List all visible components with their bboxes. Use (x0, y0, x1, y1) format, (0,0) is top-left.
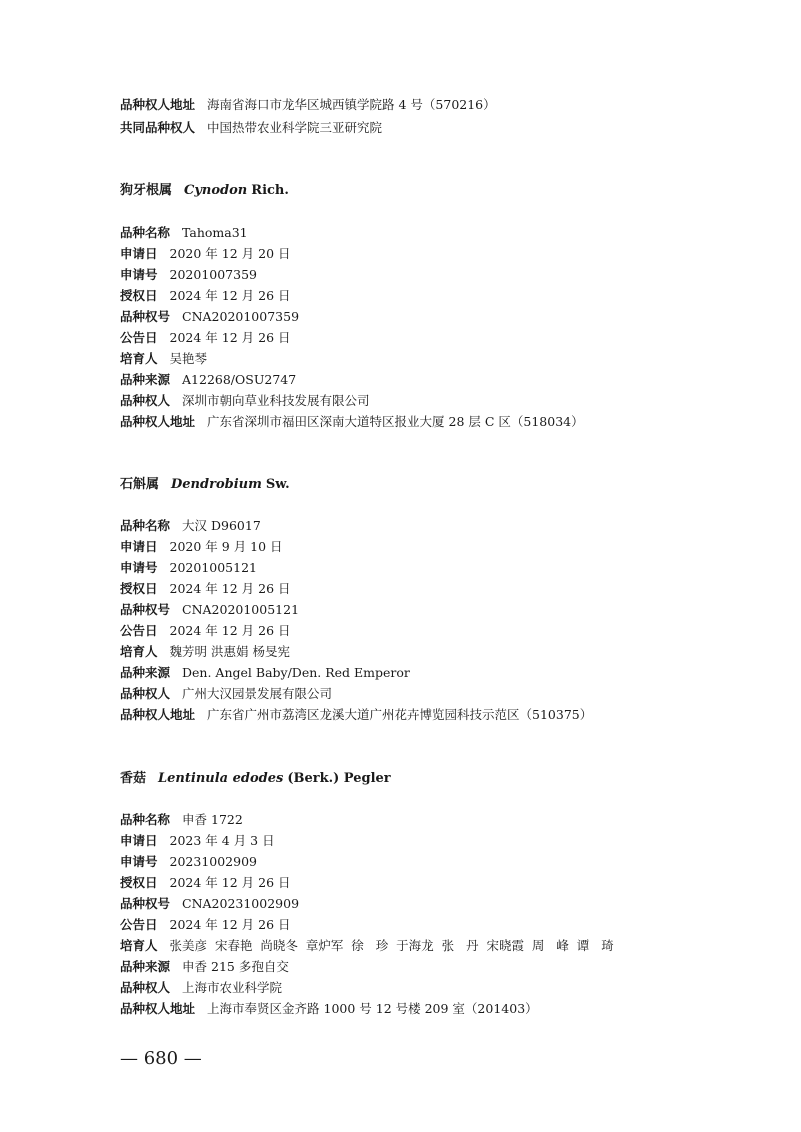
field-value: 20201005121 (169, 560, 257, 575)
field-label: 品种来源 (120, 959, 171, 974)
field-label: 申请日 (120, 246, 158, 261)
field-label: 申请号 (120, 854, 158, 869)
field-label: 共同品种权人 (120, 120, 196, 135)
field-row (120, 620, 291, 641)
field-label: 品种权人 (120, 980, 171, 995)
field-value: 张美彦 宋春艳 尚晓冬 章炉军 徐 珍 于海龙 张 丹 宋晓霞 周 峰 谭 琦 (169, 938, 614, 953)
field-row (120, 222, 248, 243)
field-row (120, 809, 243, 830)
field-row (120, 662, 410, 683)
field-value: 广东省深圳市福田区深南大道特区报业大厦 28 层 C 区（518034） (207, 414, 584, 429)
genus-name-sci: Lentinula edodes (158, 771, 284, 786)
field-label: 公告日 (120, 330, 158, 345)
field-value: 申香 215 多孢自交 (182, 959, 289, 974)
field-value: 海南省海口市龙华区城西镇学院路 4 号（570216） (207, 97, 496, 112)
field-label: 申请号 (120, 267, 158, 282)
field-label: 品种权人 (120, 393, 171, 408)
field-value: 2024 年 12 月 26 日 (169, 623, 291, 638)
field-label: 品种权人地址 (120, 414, 196, 429)
field-label: 培育人 (120, 938, 158, 953)
field-row (120, 893, 299, 914)
field-label: 品种名称 (120, 812, 171, 827)
field-value: Den. Angel Baby/Den. Red Emperor (182, 665, 410, 680)
field-value: CNA20231002909 (182, 896, 300, 911)
genus-heading-dendrobium (120, 474, 290, 495)
field-row (120, 348, 207, 369)
field-row (120, 306, 299, 327)
field-row (120, 956, 289, 977)
field-label: 品种来源 (120, 665, 171, 680)
field-value: 广东省广州市荔湾区龙溪大道广州花卉博览园科技示范区（510375） (207, 707, 593, 722)
field-label: 公告日 (120, 623, 158, 638)
field-label: 授权日 (120, 581, 158, 596)
field-row (120, 369, 296, 390)
field-value: 上海市奉贤区金齐路 1000 号 12 号楼 209 室（201403） (207, 1001, 538, 1016)
field-row (120, 641, 290, 662)
field-value: 广州大汉园景发展有限公司 (182, 686, 333, 701)
field-row (120, 872, 291, 893)
field-value: 2024 年 12 月 26 日 (169, 917, 291, 932)
field-row (120, 557, 257, 578)
field-row (120, 327, 291, 348)
species-heading-lentinula (120, 768, 391, 789)
field-label: 品种权人 (120, 686, 171, 701)
field-label: 品种名称 (120, 518, 171, 533)
field-value: CNA20201005121 (182, 602, 300, 617)
field-label: 培育人 (120, 644, 158, 659)
field-label: 申请日 (120, 833, 158, 848)
field-value: 魏芳明 洪惠娟 杨旻宪 (169, 644, 290, 659)
genus-heading-cynodon (120, 180, 289, 201)
intro-co-owner-line (120, 117, 382, 138)
genus-author: Sw. (265, 477, 290, 492)
field-label: 品种权人地址 (120, 97, 196, 112)
field-value: 上海市农业科学院 (182, 980, 283, 995)
field-value: CNA20201007359 (182, 309, 300, 324)
field-value: 2020 年 12 月 20 日 (169, 246, 291, 261)
field-row (120, 851, 257, 872)
field-row (120, 243, 291, 264)
field-row (120, 578, 291, 599)
genus-name-sci: Cynodon (184, 183, 248, 198)
field-label: 品种名称 (120, 225, 171, 240)
page-number: — 680 — (120, 1048, 202, 1069)
field-value: 20201007359 (169, 267, 257, 282)
field-row (120, 411, 584, 432)
field-row (120, 704, 592, 725)
field-value: A12268/OSU2747 (182, 372, 297, 387)
field-label: 品种权人地址 (120, 1001, 196, 1016)
field-row (120, 830, 275, 851)
field-value: 2023 年 4 月 3 日 (169, 833, 275, 848)
field-label: 培育人 (120, 351, 158, 366)
field-label: 品种权号 (120, 896, 171, 911)
field-value: 深圳市朝向草业科技发展有限公司 (182, 393, 370, 408)
field-row (120, 599, 299, 620)
field-value: 吴艳琴 (169, 351, 208, 366)
field-row (120, 935, 614, 956)
field-label: 授权日 (120, 288, 158, 303)
field-value: Tahoma31 (182, 225, 248, 240)
field-value: 大汉 D96017 (182, 518, 261, 533)
field-row (120, 264, 257, 285)
field-label: 申请日 (120, 539, 158, 554)
field-row (120, 515, 261, 536)
field-label: 品种权号 (120, 309, 171, 324)
intro-address-line (120, 94, 496, 115)
genus-name-cn: 石斛属 (120, 477, 160, 492)
field-row (120, 683, 332, 704)
field-label: 品种权号 (120, 602, 171, 617)
genus-name-sci: Dendrobium (171, 477, 262, 492)
field-row (120, 998, 538, 1019)
field-value: 申香 1722 (182, 812, 243, 827)
field-row (120, 536, 283, 557)
genus-name-cn: 香菇 (120, 771, 147, 786)
field-row (120, 285, 291, 306)
field-row (120, 914, 291, 935)
field-value: 2020 年 9 月 10 日 (169, 539, 283, 554)
genus-name-cn: 狗牙根属 (120, 183, 173, 198)
field-value: 2024 年 12 月 26 日 (169, 875, 291, 890)
field-label: 品种来源 (120, 372, 171, 387)
field-row (120, 977, 282, 998)
field-value: 2024 年 12 月 26 日 (169, 288, 291, 303)
field-label: 品种权人地址 (120, 707, 196, 722)
genus-author: Rich. (251, 183, 289, 198)
field-value: 20231002909 (169, 854, 257, 869)
field-label: 授权日 (120, 875, 158, 890)
genus-author: (Berk.) Pegler (287, 771, 391, 786)
field-value: 2024 年 12 月 26 日 (169, 330, 291, 345)
field-value: 中国热带农业科学院三亚研究院 (207, 120, 383, 135)
field-label: 申请号 (120, 560, 158, 575)
field-label: 公告日 (120, 917, 158, 932)
field-value: 2024 年 12 月 26 日 (169, 581, 291, 596)
field-row (120, 390, 370, 411)
